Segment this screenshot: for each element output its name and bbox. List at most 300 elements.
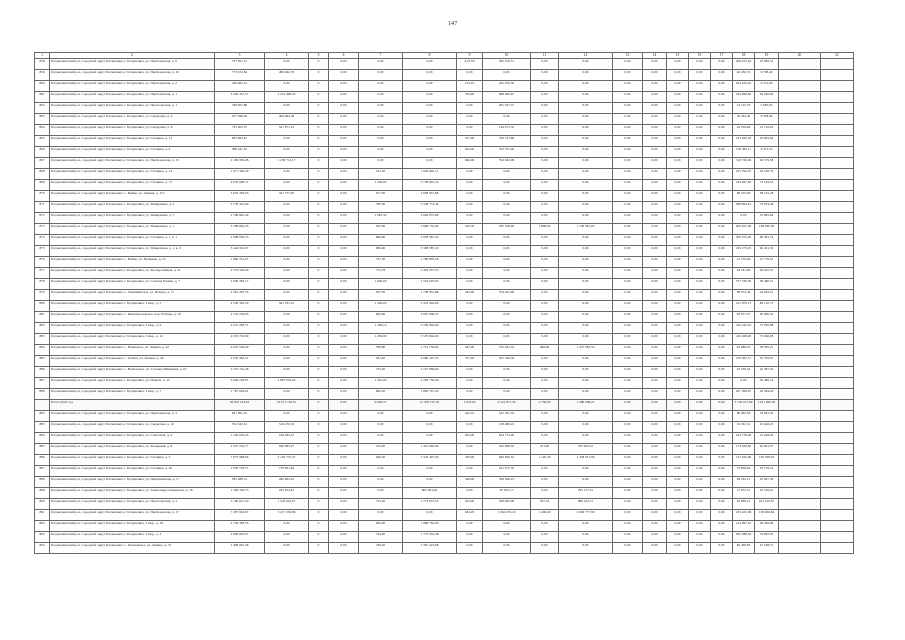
- value-cell: 0,00: [711, 510, 733, 521]
- value-cell: 2 946 363,17: [215, 279, 265, 290]
- empty-cell: [821, 147, 854, 158]
- empty-cell: [821, 136, 854, 147]
- table-row: [35, 180, 854, 191]
- empty-cell: [821, 224, 854, 235]
- row-number: 883: [35, 422, 50, 433]
- value-cell: 99 674,36: [733, 290, 755, 301]
- value-cell: 1 865 767,20: [403, 389, 457, 400]
- value-cell: 0,00: [265, 180, 309, 191]
- column-header: 8: [403, 53, 457, 59]
- value-cell: 0,00: [643, 477, 667, 488]
- value-cell: 0,00: [667, 92, 689, 103]
- value-cell: 209 555,29: [733, 235, 755, 246]
- value-cell: 0,00: [531, 246, 559, 257]
- empty-cell: [779, 532, 821, 543]
- value-cell: 0,00: [711, 59, 733, 70]
- empty-cell: [821, 81, 854, 92]
- value-cell: 0,00: [359, 510, 403, 521]
- value-cell: 0,00: [711, 158, 733, 169]
- value-cell: 0,00: [689, 345, 711, 356]
- value-cell: 0: [309, 422, 329, 433]
- value-cell: 62 689,21: [733, 499, 755, 510]
- empty-cell: [779, 356, 821, 367]
- value-cell: 0,00: [689, 312, 711, 323]
- value-cell: 561 761,25: [265, 301, 309, 312]
- row-number: 894: [35, 543, 50, 554]
- value-cell: 0,00: [359, 92, 403, 103]
- value-cell: 0,00: [483, 235, 531, 246]
- value-cell: 10 697,38: [755, 477, 779, 488]
- value-cell: 0,00: [559, 268, 613, 279]
- value-cell: 0,00: [359, 422, 403, 433]
- row-number: 892: [35, 521, 50, 532]
- value-cell: 650,00: [359, 521, 403, 532]
- column-header: 19: [755, 53, 779, 59]
- value-cell: 0,00: [329, 213, 359, 224]
- value-cell: 15 776,51: [755, 257, 779, 268]
- value-cell: 0,00: [689, 235, 711, 246]
- value-cell: 86 110,73: [755, 301, 779, 312]
- value-cell: 0,00: [359, 488, 403, 499]
- value-cell: 0,00: [613, 268, 643, 279]
- address-cell: Богдановичский р-н, городской округ Богданович, г. Богданович, ул. Партизанская, д. 15: [50, 158, 215, 169]
- value-cell: 0,00: [559, 114, 613, 125]
- empty-cell: [821, 521, 854, 532]
- value-cell: 0,00: [359, 411, 403, 422]
- value-cell: 0,00: [643, 246, 667, 257]
- empty-cell: [779, 169, 821, 180]
- value-cell: 410 445,03: [733, 323, 755, 334]
- value-cell: 0,00: [613, 521, 643, 532]
- value-cell: 765 262,01: [559, 444, 613, 455]
- value-cell: 0,00: [733, 378, 755, 389]
- table-row: [35, 543, 854, 554]
- value-cell: 0,00: [329, 466, 359, 477]
- row-number: 859: [35, 70, 50, 81]
- value-cell: 0,00: [329, 433, 359, 444]
- empty-cell: [821, 125, 854, 136]
- value-cell: 0,00: [689, 290, 711, 301]
- value-cell: 0,00: [667, 543, 689, 554]
- row-number: 893: [35, 532, 50, 543]
- value-cell: 0,00: [667, 136, 689, 147]
- value-cell: 0,00: [613, 202, 643, 213]
- value-cell: 0,00: [265, 103, 309, 114]
- value-cell: 9 708,40: [755, 70, 779, 81]
- value-cell: 0,00: [689, 543, 711, 554]
- value-cell: 3 548 774,40: [403, 202, 457, 213]
- value-cell: 410 498,00: [733, 334, 755, 345]
- value-cell: 0,00: [643, 499, 667, 510]
- value-cell: 0: [309, 213, 329, 224]
- value-cell: 2 581 287,53: [215, 290, 265, 301]
- value-cell: 926 083,27: [265, 444, 309, 455]
- value-cell: 0,00: [711, 92, 733, 103]
- table-row: [35, 345, 854, 356]
- value-cell: 0,00: [643, 301, 667, 312]
- value-cell: 56 676 163,63: [215, 400, 265, 411]
- value-cell: 1 016,00: [457, 400, 483, 411]
- value-cell: 46 025,55: [755, 268, 779, 279]
- column-header: 2: [50, 53, 215, 59]
- value-cell: 0,00: [483, 257, 531, 268]
- column-header: 5: [309, 53, 329, 59]
- column-header: 3: [215, 53, 265, 59]
- value-cell: 347 757,95: [265, 191, 309, 202]
- row-number: 869: [35, 180, 50, 191]
- value-cell: 0,00: [559, 477, 613, 488]
- value-cell: 0: [309, 389, 329, 400]
- value-cell: 0,00: [667, 411, 689, 422]
- value-cell: 0,00: [643, 389, 667, 400]
- value-cell: 4 076 908,72: [215, 180, 265, 191]
- value-cell: 0,00: [359, 433, 403, 444]
- value-cell: 0,00: [613, 312, 643, 323]
- value-cell: 0,00: [403, 466, 457, 477]
- value-cell: 0,00: [711, 466, 733, 477]
- value-cell: 727,40: [457, 356, 483, 367]
- value-cell: 2 103 772,37: [265, 455, 309, 466]
- value-cell: 2 418 257,25: [403, 268, 457, 279]
- value-cell: 0: [309, 323, 329, 334]
- value-cell: 0,00: [711, 499, 733, 510]
- value-cell: 0,00: [711, 301, 733, 312]
- value-cell: 4 053 703,69: [215, 334, 265, 345]
- value-cell: 0,00: [613, 180, 643, 191]
- value-cell: 0,00: [643, 510, 667, 521]
- value-cell: 0,00: [643, 334, 667, 345]
- value-cell: 0,00: [483, 312, 531, 323]
- table-row: [35, 499, 854, 510]
- value-cell: 0,00: [457, 444, 483, 455]
- value-cell: 0,00: [483, 70, 531, 81]
- value-cell: 0,00: [329, 543, 359, 554]
- column-header: 4: [265, 53, 309, 59]
- value-cell: 0,00: [483, 169, 531, 180]
- value-cell: 172 659,85: [733, 444, 755, 455]
- value-cell: 0,00: [457, 103, 483, 114]
- value-cell: 0,00: [531, 367, 559, 378]
- empty-cell: [779, 125, 821, 136]
- value-cell: 0,00: [329, 169, 359, 180]
- value-cell: 0,00: [643, 422, 667, 433]
- value-cell: 0,00: [531, 543, 559, 554]
- value-cell: 29 564,20: [755, 389, 779, 400]
- table-row: [35, 136, 854, 147]
- value-cell: 0,00: [667, 235, 689, 246]
- value-cell: 0,00: [643, 378, 667, 389]
- value-cell: 0,00: [689, 455, 711, 466]
- empty-cell: [779, 81, 821, 92]
- table-row: [35, 235, 854, 246]
- value-cell: 0,00: [689, 334, 711, 345]
- value-cell: 0,00: [613, 367, 643, 378]
- value-cell: 1 456,00: [359, 301, 403, 312]
- value-cell: 1 926 902,71: [403, 169, 457, 180]
- value-cell: 388 441,52: [215, 147, 265, 158]
- value-cell: 0: [309, 114, 329, 125]
- value-cell: 86 195,00: [733, 191, 755, 202]
- value-cell: 0,00: [643, 367, 667, 378]
- empty-cell: [779, 488, 821, 499]
- value-cell: 0,00: [329, 279, 359, 290]
- value-cell: 0,00: [329, 70, 359, 81]
- value-cell: 0,00: [531, 477, 559, 488]
- value-cell: 946,30: [359, 455, 403, 466]
- value-cell: 0: [309, 411, 329, 422]
- table-row: [35, 92, 854, 103]
- value-cell: 0,00: [667, 345, 689, 356]
- value-cell: 7 973 998,84: [215, 455, 265, 466]
- value-cell: 0: [309, 257, 329, 268]
- value-cell: 73 066,08: [755, 334, 779, 345]
- address-cell: Богдановичский р-н, городской округ Богданович, г. Богданович, ул. Гагарина, д. 2: [50, 455, 215, 466]
- value-cell: 471,00: [531, 444, 559, 455]
- value-cell: 0,00: [265, 290, 309, 301]
- value-cell: 0,00: [265, 532, 309, 543]
- empty-cell: [779, 59, 821, 70]
- value-cell: 0,00: [667, 257, 689, 268]
- value-cell: 0,00: [711, 488, 733, 499]
- empty-cell: [779, 378, 821, 389]
- value-cell: 2 367 423,98: [403, 543, 457, 554]
- value-cell: 0,00: [531, 532, 559, 543]
- value-cell: 0,00: [643, 444, 667, 455]
- value-cell: 0: [309, 290, 329, 301]
- empty-cell: [821, 312, 854, 323]
- value-cell: 21 478 735,35: [403, 400, 457, 411]
- value-cell: 253 273,23: [733, 246, 755, 257]
- value-cell: 0,00: [531, 169, 559, 180]
- value-cell: 0,00: [329, 191, 359, 202]
- value-cell: 2 574 594,29: [215, 268, 265, 279]
- value-cell: 0,00: [643, 345, 667, 356]
- table-row: [35, 378, 854, 389]
- empty-cell: [821, 345, 854, 356]
- value-cell: 0,00: [613, 59, 643, 70]
- value-cell: 0,00: [265, 257, 309, 268]
- value-cell: 0,00: [457, 367, 483, 378]
- value-cell: 0,00: [329, 136, 359, 147]
- value-cell: 60 381,74: [755, 235, 779, 246]
- value-cell: 0,00: [689, 70, 711, 81]
- table-row: [35, 290, 854, 301]
- value-cell: 0,00: [613, 543, 643, 554]
- value-cell: 0,00: [613, 235, 643, 246]
- value-cell: 10 071 726,01: [265, 400, 309, 411]
- value-cell: 0,00: [667, 356, 689, 367]
- value-cell: 59 486,16: [755, 378, 779, 389]
- row-number: 870: [35, 191, 50, 202]
- value-cell: 0,00: [329, 345, 359, 356]
- value-cell: 773 672,84: [215, 70, 265, 81]
- value-cell: 704 952,90: [483, 290, 531, 301]
- value-cell: 47 168,57: [755, 543, 779, 554]
- value-cell: 1 050 578,71: [215, 466, 265, 477]
- value-cell: 0,00: [559, 81, 613, 92]
- value-cell: 0,00: [643, 235, 667, 246]
- value-cell: 1 996 762,99: [403, 521, 457, 532]
- value-cell: 0,00: [265, 312, 309, 323]
- value-cell: 0,00: [667, 389, 689, 400]
- value-cell: 78 265,21: [755, 345, 779, 356]
- value-cell: 0,00: [689, 389, 711, 400]
- value-cell: 0,00: [531, 114, 559, 125]
- value-cell: 2 318 404,00: [403, 301, 457, 312]
- value-cell: 0,00: [531, 389, 559, 400]
- value-cell: 0,00: [667, 499, 689, 510]
- value-cell: 0,00: [329, 323, 359, 334]
- value-cell: 0: [309, 312, 329, 323]
- value-cell: 722 931,16: [483, 345, 531, 356]
- empty-cell: [821, 169, 854, 180]
- value-cell: 33 695,05: [755, 532, 779, 543]
- value-cell: 1 459,00: [359, 334, 403, 345]
- value-cell: 137 942,09: [733, 455, 755, 466]
- value-cell: 3 308 587,20: [403, 246, 457, 257]
- value-cell: 0,00: [613, 400, 643, 411]
- value-cell: 960,00: [359, 246, 403, 257]
- value-cell: 0,00: [689, 180, 711, 191]
- address-cell: Богдановичский р-н, городской округ Богданович, г. Богданович, ул. Партизанская, д. 6: [50, 59, 215, 70]
- table-row: [35, 411, 854, 422]
- value-cell: 245 954,81: [265, 488, 309, 499]
- value-cell: 3 530 804,00: [403, 323, 457, 334]
- value-cell: 0,00: [265, 235, 309, 246]
- value-cell: 410,30: [457, 224, 483, 235]
- value-cell: 0,00: [329, 422, 359, 433]
- data-table: [34, 52, 854, 554]
- value-cell: 0,00: [613, 323, 643, 334]
- value-cell: 1 200,00: [531, 510, 559, 521]
- value-cell: 0,00: [559, 323, 613, 334]
- empty-cell: [779, 191, 821, 202]
- value-cell: 0,00: [559, 257, 613, 268]
- value-cell: 0,00: [457, 389, 483, 400]
- value-cell: 213 285,18: [733, 136, 755, 147]
- address-cell: Богдановичский р-н, городской округ Богданович, с. Ильинское, ул. Ленина, д. 22: [50, 345, 215, 356]
- value-cell: 0,00: [613, 136, 643, 147]
- value-cell: 0,00: [643, 411, 667, 422]
- value-cell: 0,00: [329, 81, 359, 92]
- value-cell: 0,00: [531, 422, 559, 433]
- column-header: 18: [733, 53, 755, 59]
- value-cell: 0,00: [329, 312, 359, 323]
- value-cell: 162 996,83: [733, 92, 755, 103]
- value-cell: 0,00: [329, 510, 359, 521]
- value-cell: 0,00: [613, 224, 643, 235]
- value-cell: 0,00: [329, 257, 359, 268]
- address-cell: Богдановичский р-н, городской округ Богданович, г. Богданович, ул. Свердлова, д. 6: [50, 125, 215, 136]
- value-cell: 0,00: [457, 323, 483, 334]
- column-header: 20: [779, 53, 821, 59]
- value-cell: 0,00: [531, 334, 559, 345]
- value-cell: 63 977,57: [733, 312, 755, 323]
- value-cell: 1 787 604,91: [215, 389, 265, 400]
- value-cell: 0,00: [531, 356, 559, 367]
- value-cell: 0: [309, 246, 329, 257]
- value-cell: 0,00: [613, 81, 643, 92]
- value-cell: 1 769 895,58: [403, 257, 457, 268]
- row-number: 868: [35, 169, 50, 180]
- value-cell: 0: [309, 378, 329, 389]
- value-cell: 0,00: [689, 136, 711, 147]
- row-number: 882: [35, 323, 50, 334]
- value-cell: 2 067 936,57: [403, 312, 457, 323]
- address-cell: Богдановичский р-н, городской округ Богданович, г. Богданович, ул. Тимирязева, д. 4: [50, 202, 215, 213]
- value-cell: 0,00: [359, 114, 403, 125]
- value-cell: 0,00: [643, 521, 667, 532]
- value-cell: 40 990,32: [755, 312, 779, 323]
- value-cell: 58 460,31: [755, 279, 779, 290]
- value-cell: 0,00: [403, 59, 457, 70]
- row-number: 881: [35, 312, 50, 323]
- empty-cell: [821, 334, 854, 345]
- value-cell: 724,00: [359, 532, 403, 543]
- table-row: [35, 158, 854, 169]
- value-cell: 0,00: [689, 477, 711, 488]
- value-cell: 0,00: [403, 70, 457, 81]
- value-cell: 182 096,35: [483, 444, 531, 455]
- row-number: 889: [35, 488, 50, 499]
- empty-cell: [821, 499, 854, 510]
- value-cell: 583 488,31: [215, 477, 265, 488]
- value-cell: 0,00: [265, 213, 309, 224]
- empty-cell: [821, 180, 854, 191]
- value-cell: 0,00: [643, 59, 667, 70]
- value-cell: 0,00: [559, 532, 613, 543]
- value-cell: 150 360,11: [733, 147, 755, 158]
- empty-cell: [779, 213, 821, 224]
- value-cell: 0,00: [403, 510, 457, 521]
- value-cell: 0,00: [359, 158, 403, 169]
- value-cell: 0,00: [711, 191, 733, 202]
- address-cell: Богдановичский р-н, городской округ Богданович, г. Богданович, ул. Гагарина, д. 15: [50, 180, 215, 191]
- value-cell: 792,00: [457, 92, 483, 103]
- empty-cell: [821, 488, 854, 499]
- row-number: 882: [35, 411, 50, 422]
- value-cell: 0,00: [403, 92, 457, 103]
- value-cell: 0,00: [359, 136, 403, 147]
- value-cell: 0,00: [613, 103, 643, 114]
- value-cell: 0,00: [667, 312, 689, 323]
- value-cell: 0,00: [689, 444, 711, 455]
- row-number: 890: [35, 499, 50, 510]
- value-cell: 0,00: [329, 180, 359, 191]
- value-cell: 43 239,34: [733, 367, 755, 378]
- value-cell: 0,00: [711, 411, 733, 422]
- value-cell: 0,00: [711, 125, 733, 136]
- value-cell: 988 192,12: [559, 499, 613, 510]
- value-cell: 0,00: [711, 345, 733, 356]
- value-cell: 0,00: [559, 290, 613, 301]
- value-cell: 0,00: [457, 279, 483, 290]
- value-cell: 0,00: [689, 301, 711, 312]
- empty-cell: [821, 246, 854, 257]
- empty-cell: [821, 378, 854, 389]
- value-cell: 802 904,62: [403, 488, 457, 499]
- value-cell: 2 957 216,77: [215, 444, 265, 455]
- value-cell: 0,00: [559, 422, 613, 433]
- column-header: 11: [531, 53, 559, 59]
- table-row: [35, 147, 854, 158]
- value-cell: 1 458 951,99: [559, 455, 613, 466]
- value-cell: 0,00: [711, 180, 733, 191]
- column-header: 17: [711, 53, 733, 59]
- value-cell: 0,00: [457, 257, 483, 268]
- value-cell: 0: [309, 444, 329, 455]
- value-cell: 0,00: [667, 532, 689, 543]
